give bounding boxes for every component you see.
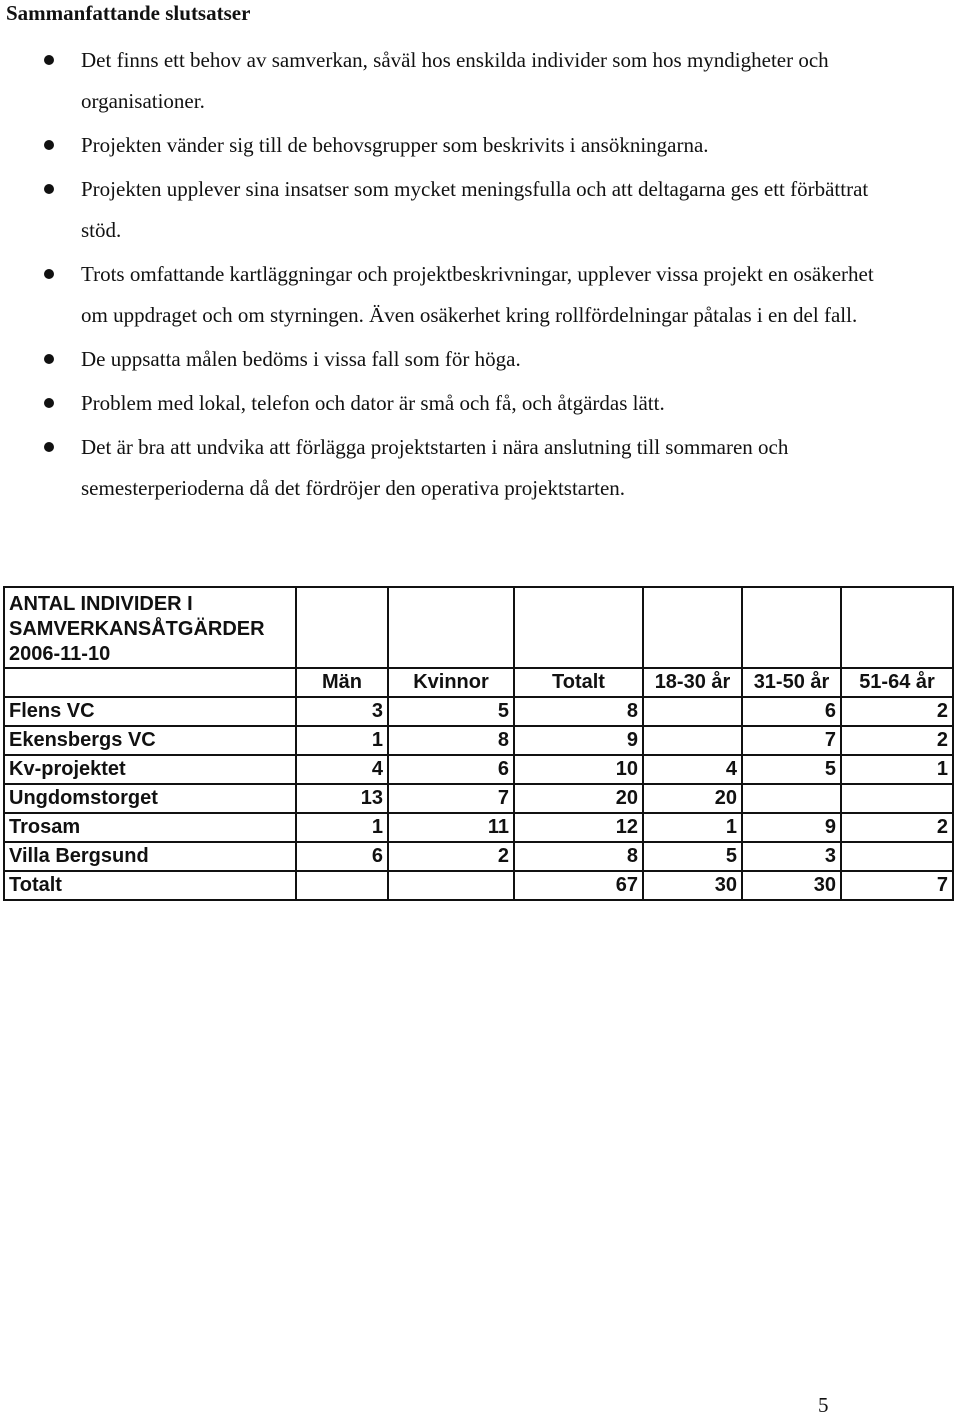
table-cell: 30 — [643, 871, 742, 900]
bullet-text: Det är bra att undvika att förlägga projektstarten i nära anslutning till sommaren och semesterperioderna då det fördröjer den operativa projektstarten. — [81, 435, 789, 500]
table-row — [4, 697, 953, 726]
table-cell — [388, 871, 514, 900]
table-cell: 11 — [388, 813, 514, 842]
table-cell: 30 — [742, 871, 841, 900]
table-cell — [296, 587, 388, 668]
table-cell: 8 — [514, 842, 643, 871]
list-item — [0, 125, 900, 166]
table-cell — [643, 726, 742, 755]
table-cell: 4 — [643, 755, 742, 784]
table-row — [4, 726, 953, 755]
bullet-text: Trots omfattande kartläggningar och projektbeskrivningar, upplever vissa projekt en osäkerhet om uppdraget och om styrningen. Även osäkerhet kring rollfördelningar påtalas i en del fall. — [81, 262, 874, 327]
bullet-text: Projekten upplever sina insatser som mycket meningsfulla och att deltagarna ges ett förbättrat stöd. — [81, 177, 869, 242]
table-cell: 2 — [388, 842, 514, 871]
bullet-text: Det finns ett behov av samverkan, såväl hos enskilda individer som hos myndigheter och organisationer. — [81, 48, 829, 113]
table-cell: 3 — [742, 842, 841, 871]
table-cell — [4, 668, 296, 697]
column-header: Totalt — [514, 668, 643, 697]
column-header: 31-50 år — [742, 668, 841, 697]
table-cell: 1 — [841, 755, 953, 784]
list-item — [0, 254, 900, 336]
table-cell: 2 — [841, 726, 953, 755]
table-cell: 6 — [742, 697, 841, 726]
bullet-text: De uppsatta målen bedöms i vissa fall som för höga. — [81, 347, 521, 371]
row-label: Kv-projektet — [4, 755, 296, 784]
bullet-icon — [44, 184, 54, 194]
bullet-text: Problem med lokal, telefon och dator är små och få, och åtgärdas lätt. — [81, 391, 665, 415]
table-cell: 6 — [388, 755, 514, 784]
bullet-icon — [44, 354, 54, 364]
table-title-line: 2006-11-10 — [9, 643, 111, 665]
table-row — [4, 842, 953, 871]
list-item — [0, 169, 900, 251]
table-cell: 8 — [388, 726, 514, 755]
row-label: Ekensbergs VC — [4, 726, 296, 755]
table-cell: 8 — [514, 697, 643, 726]
table-total-row — [4, 871, 953, 900]
table-title-line: SAMVERKANSÅTGÄRDER — [9, 618, 265, 640]
table-cell: 7 — [841, 871, 953, 900]
individuals-table — [3, 586, 954, 901]
table-cell: 2 — [841, 813, 953, 842]
row-label: Trosam — [4, 813, 296, 842]
table-cell: 6 — [296, 842, 388, 871]
table-cell: 1 — [296, 813, 388, 842]
section-heading: Sammanfattande slutsatser — [6, 1, 251, 25]
table-cell: 9 — [742, 813, 841, 842]
row-label: Ungdomstorget — [4, 784, 296, 813]
table-cell — [388, 587, 514, 668]
table-title-row — [4, 587, 953, 668]
individuals-table-wrapper — [3, 586, 954, 901]
table-cell: 4 — [296, 755, 388, 784]
table-cell: 20 — [514, 784, 643, 813]
page-number: 5 — [818, 1393, 829, 1417]
table-cell — [841, 842, 953, 871]
table-cell: 7 — [742, 726, 841, 755]
column-header: Kvinnor — [388, 668, 514, 697]
column-header: 18-30 år — [643, 668, 742, 697]
table-cell — [643, 697, 742, 726]
bullet-text: Projekten vänder sig till de behovsgrupper som beskrivits i ansökningarna. — [81, 133, 709, 157]
list-item — [0, 427, 900, 509]
table-row — [4, 784, 953, 813]
table-cell: 1 — [296, 726, 388, 755]
bullet-icon — [44, 442, 54, 452]
conclusions-list — [0, 40, 900, 512]
row-label: Villa Bergsund — [4, 842, 296, 871]
row-label: Totalt — [4, 871, 296, 900]
list-item — [0, 339, 900, 380]
column-header: Män — [296, 668, 388, 697]
table-row — [4, 813, 953, 842]
table-cell — [514, 587, 643, 668]
table-cell: 9 — [514, 726, 643, 755]
table-cell — [841, 784, 953, 813]
table-cell: 10 — [514, 755, 643, 784]
table-cell: 5 — [643, 842, 742, 871]
table-cell: 1 — [643, 813, 742, 842]
table-title — [4, 587, 296, 668]
table-cell: 5 — [742, 755, 841, 784]
table-header-row — [4, 668, 953, 697]
table-cell — [643, 587, 742, 668]
bullet-icon — [44, 398, 54, 408]
table-cell: 20 — [643, 784, 742, 813]
row-label: Flens VC — [4, 697, 296, 726]
table-cell: 12 — [514, 813, 643, 842]
column-header: 51-64 år — [841, 668, 953, 697]
table-cell: 13 — [296, 784, 388, 813]
table-cell: 2 — [841, 697, 953, 726]
table-cell: 3 — [296, 697, 388, 726]
table-cell: 7 — [388, 784, 514, 813]
bullet-icon — [44, 55, 54, 65]
list-item — [0, 383, 900, 424]
table-title-line: ANTAL INDIVIDER I — [9, 593, 193, 615]
bullet-icon — [44, 140, 54, 150]
table-cell — [296, 871, 388, 900]
table-cell — [742, 784, 841, 813]
table-cell — [742, 587, 841, 668]
table-cell: 67 — [514, 871, 643, 900]
table-cell: 5 — [388, 697, 514, 726]
bullet-icon — [44, 269, 54, 279]
table-cell — [841, 587, 953, 668]
table-row — [4, 755, 953, 784]
list-item — [0, 40, 900, 122]
